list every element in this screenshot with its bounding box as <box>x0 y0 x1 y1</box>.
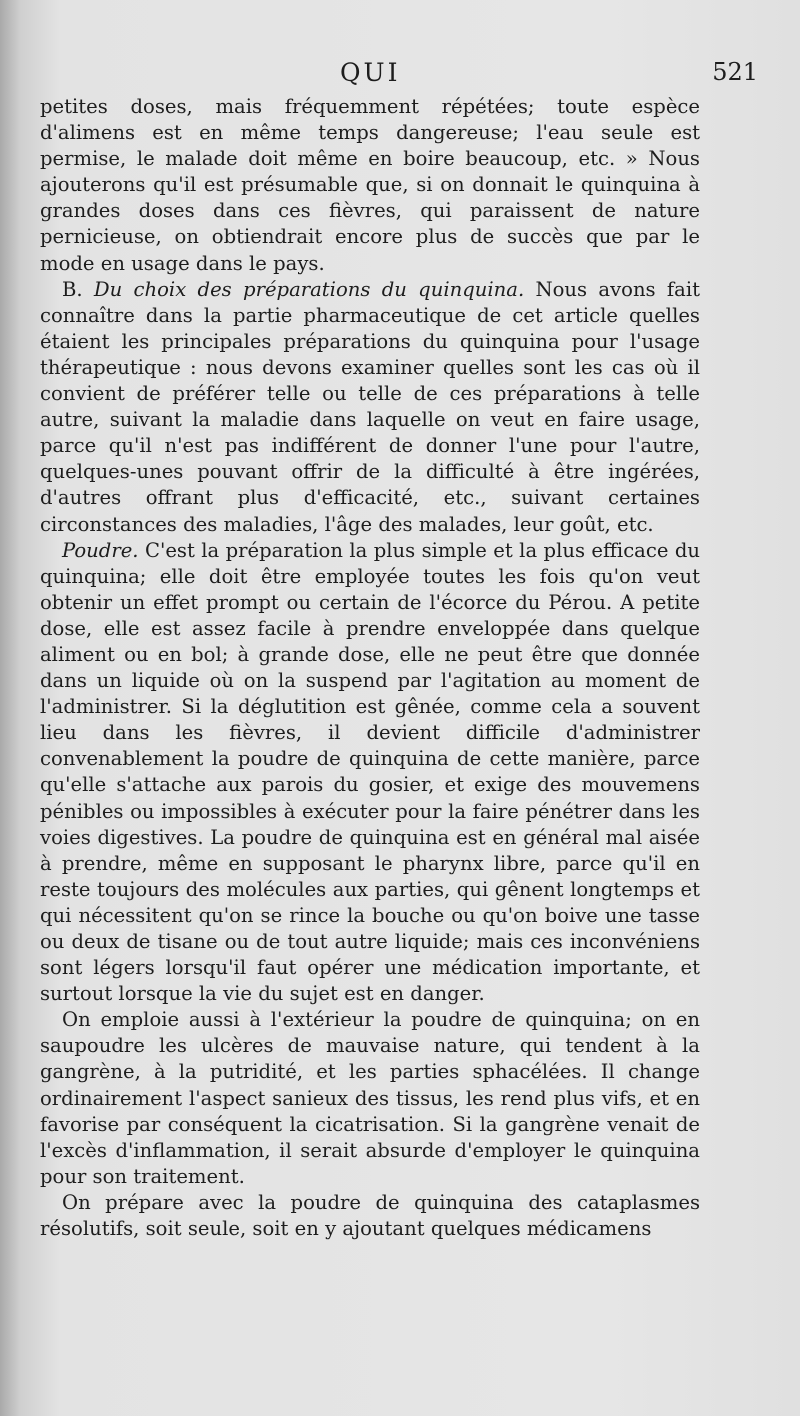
paragraph-continuation <box>40 94 700 277</box>
running-head: QUI <box>340 58 401 87</box>
paragraph-poudre <box>40 538 700 1008</box>
paragraph-section-b <box>40 277 700 538</box>
paragraph-text: On emploie aussi à l'extérieur la poudre de quinquina; on en saupoudre les ulcères de mauvaise nature, qui tendent à la gangrène, à la putridité, et les parties sphacélées. Il change ordinairement l'aspect sanieux des tissus, les rend plus vifs, et en favorise par conséquent la cicatrisation. Si la gangrène venait de l'excès d'inflammation, il serait absurde d'employer le quinquina pour son traitement. <box>40 1008 700 1188</box>
subsection-heading: Poudre. <box>62 538 139 562</box>
paragraph-text: Nous avons fait connaître dans la partie pharmaceutique de cet article quelles étaient les principales préparations du quinquina pour l'usage thérapeutique : nous devons examiner quelles sont les cas où il convient de préférer telle ou telle de ces préparations à telle autre, suivant la maladie dans laquelle on veut en faire usage, parce qu'il n'est pas indifférent de donner l'une pour l'autre, quelques-unes pouvant offrir de la difficulté à être ingérées, d'autres offrant plus d'efficacité, etc., suivant certaines circonstances des maladies, l'âge des malades, leur goût, etc. <box>40 277 700 536</box>
section-marker: B. <box>62 277 94 301</box>
paragraph-text: C'est la préparation la plus simple et la plus efficace du quinquina; elle doit être employée toutes les fois qu'on veut obtenir un effet prompt ou certain de l'écorce du Pérou. A petite dose, elle est assez facile à prendre enveloppée dans quelque aliment ou en bol; à grande dose, elle ne peut être que donnée dans un liquide où on la suspend par l'agitation au moment de l'administrer. Si la déglutition est gênée, comme cela a souvent lieu dans les fièvres, il devient difficile d'administrer convenablement la poudre de quinquina de cette manière, parce qu'elle s'attache aux parois du gosier, et exige des mouvemens pénibles ou impossibles à exécuter pour la faire pénétrer dans les voies digestives. La poudre de quinquina est en général mal aisée à prendre, même en supposant le pharynx libre, parce qu'il en reste toujours des molécules aux parties, qui gênent longtemps et qui nécessitent qu'on se rince la bouche ou qu'on boive une tasse ou deux de tisane ou de tout autre liquide; mais ces inconvéniens sont légers lorsqu'il faut opérer une médication importante, et surtout lorsque la vie du sujet est en danger. <box>40 538 700 1006</box>
paragraph-text: petites doses, mais fréquemment répétées; toute espèce d'alimens est en même temps dangereuse; l'eau seule est permise, le malade doit même en boire beaucoup, etc. » Nous ajouterons qu'il est présumable que, si on donnait le quinquina à grandes doses dans ces fièvres, qui paraissent de nature pernicieuse, on obtiendrait encore plus de succès que par le mode en usage dans le pays. <box>40 95 700 275</box>
page-header <box>40 58 758 94</box>
section-heading: Du choix des préparations du quinquina. <box>93 277 525 301</box>
paragraph-exterieur <box>40 1007 700 1190</box>
body-text <box>40 94 700 1242</box>
paragraph-text: On prépare avec la poudre de quinquina des cataplasmes résolutifs, soit seule, soit en y ajoutant quelques médicamens <box>40 1190 700 1241</box>
page-number: 521 <box>712 58 758 86</box>
paragraph-cataplasmes <box>40 1190 700 1242</box>
